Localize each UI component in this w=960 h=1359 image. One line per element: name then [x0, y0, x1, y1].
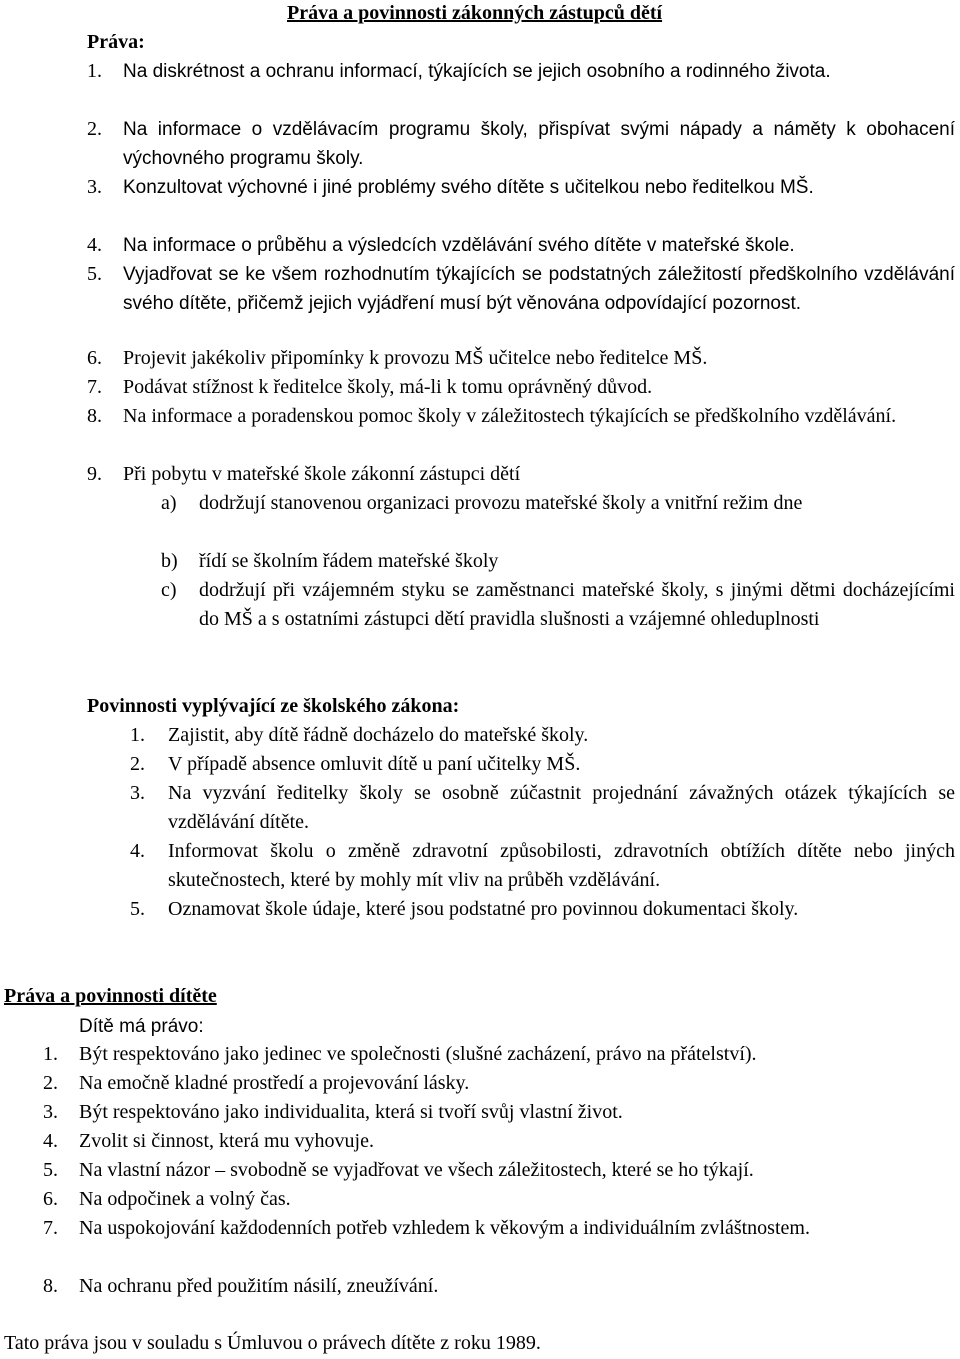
list-item: Zajistit, aby dítě řádně docházelo do mateřské školy. [168, 724, 589, 746]
sub-item: řídí se školním řádem mateřské školy [199, 550, 499, 572]
footer-note: Tato práva jsou v souladu s Úmluvou o právech dítěte z roku 1989. [4, 1332, 541, 1354]
list-item-number: 2. [43, 1072, 58, 1094]
child-rights-subheading: Dítě má právo: [79, 1016, 204, 1037]
list-item-number: 2. [87, 118, 102, 140]
list-item: Na informace a poradenskou pomoc školy v záležitostech týkajících se předškolního vzdělávání. [123, 405, 897, 427]
sub-item-letter: c) [161, 579, 177, 601]
list-item: Informovat školu o změně zdravotní způsobilosti, zdravotních obtížích dítěte nebo jiných skutečnostech, které by mohly mít vliv na průběh vzdělávání. [168, 840, 955, 891]
list-item-number: 3. [43, 1101, 58, 1123]
list-item: Zvolit si činnost, která mu vyhovuje. [79, 1130, 374, 1152]
list-item: Na informace o vzdělávacím programu školy, přispívat svými nápady a náměty k obohacení výchovného programu školy. [123, 119, 955, 169]
list-item-number: 5. [43, 1159, 58, 1181]
sub-item-letter: b) [161, 550, 178, 572]
duties-heading: Povinnosti vyplývající ze školského zákona: [87, 695, 460, 717]
sub-item: dodržují stanovenou organizaci provozu mateřské školy a vnitřní režim dne [199, 492, 803, 514]
list-item-number: 4. [87, 234, 102, 256]
list-item-number: 8. [87, 405, 102, 427]
list-item: Při pobytu v mateřské škole zákonní zástupci dětí [123, 463, 521, 485]
list-item-number: 3. [130, 782, 145, 804]
list-item-number: 1. [130, 724, 145, 746]
child-rights-heading: Práva a povinnosti dítěte [4, 985, 217, 1007]
list-item: Na informace o průběhu a výsledcích vzdělávání svého dítěte v mateřské škole. [123, 235, 795, 256]
list-item-number: 7. [87, 376, 102, 398]
list-item-number: 1. [43, 1043, 58, 1065]
rights-heading: Práva: [87, 31, 145, 53]
list-item-number: 6. [43, 1188, 58, 1210]
list-item: Na odpočinek a volný čas. [79, 1188, 291, 1210]
list-item-number: 9. [87, 463, 102, 485]
list-item-number: 2. [130, 753, 145, 775]
list-item: Projevit jakékoliv připomínky k provozu MŠ učitelce nebo ředitelce MŠ. [123, 347, 708, 369]
list-item: Být respektováno jako jedinec ve společnosti (slušné zacházení, právo na přátelství). [79, 1043, 757, 1065]
list-item-number: 7. [43, 1217, 58, 1239]
list-item: Na uspokojování každodenních potřeb vzhledem k věkovým a individuálním zvláštnostem. [79, 1217, 810, 1239]
list-item-number: 4. [130, 840, 145, 862]
list-item: Na ochranu před použitím násilí, zneužívání. [79, 1275, 439, 1297]
list-item: Konzultovat výchovné i jiné problémy svého dítěte s učitelkou nebo ředitelkou MŠ. [123, 177, 814, 198]
list-item: Oznamovat škole údaje, které jsou podstatné pro povinnou dokumentaci školy. [168, 898, 799, 920]
list-item: Na emočně kladné prostředí a projevování lásky. [79, 1072, 470, 1094]
list-item: Na vlastní názor – svobodně se vyjadřovat ve všech záležitostech, které se ho týkají. [79, 1159, 754, 1181]
list-item: Na vyzvání ředitelky školy se osobně zúčastnit projednání závažných otázek týkajících se vzdělávání dítěte. [168, 782, 955, 833]
list-item-number: 3. [87, 176, 102, 198]
list-item-number: 6. [87, 347, 102, 369]
document-title: Práva a povinnosti zákonných zástupců dětí [287, 2, 663, 24]
sub-item: dodržují při vzájemném styku se zaměstnanci mateřské školy, s jinými dětmi docházejícími do MŠ a s ostatními zástupci dětí pravidla slušnosti a vzájemné ohleduplnosti [199, 579, 955, 630]
list-item: Na diskrétnost a ochranu informací, týkajících se jejich osobního a rodinného života. [123, 61, 831, 82]
list-item: Vyjadřovat se ke všem rozhodnutím týkajících se podstatných záležitostí předškolního vzdělávání svého dítěte, přičemž jejich vyjádření musí být věnována odpovídající pozornost. [123, 264, 955, 314]
list-item: Být respektováno jako individualita, která si tvoří svůj vlastní život. [79, 1101, 623, 1123]
list-item-number: 1. [87, 60, 102, 82]
sub-item-letter: a) [161, 492, 177, 514]
list-item-number: 4. [43, 1130, 58, 1152]
list-item-number: 5. [87, 263, 102, 285]
list-item-number: 8. [43, 1275, 58, 1297]
list-item-number: 5. [130, 898, 145, 920]
list-item: Podávat stížnost k ředitelce školy, má-li k tomu oprávněný důvod. [123, 376, 653, 398]
list-item: V případě absence omluvit dítě u paní učitelky MŠ. [168, 753, 581, 775]
